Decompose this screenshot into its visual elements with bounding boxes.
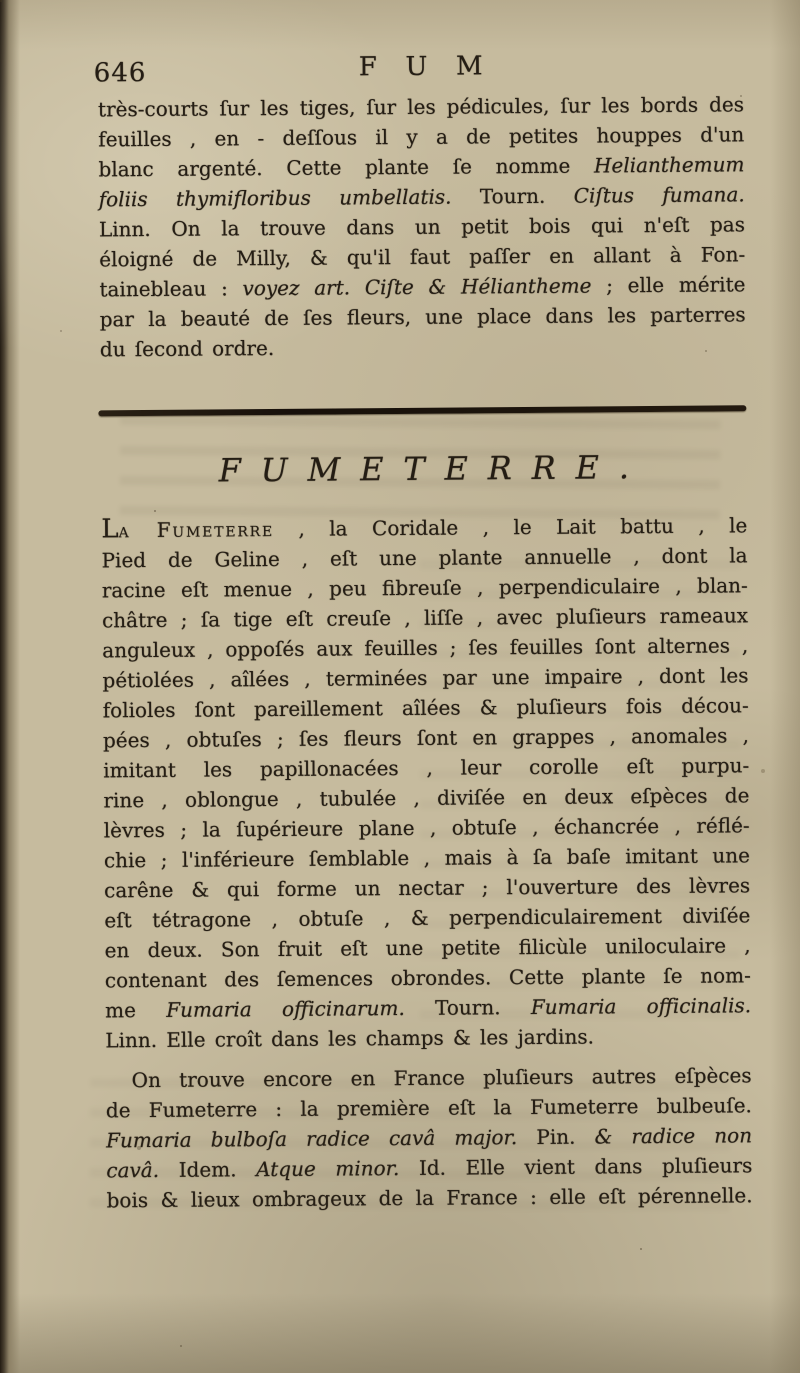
article-heading: FUMETERRE. — [218, 448, 649, 490]
text-line — [105, 990, 751, 1025]
text-segment: blanc argenté. Cette plante ſe nomme — [98, 153, 595, 182]
text-segment: châtre ; ſa tige eſt creuſe , liſſe , avec pluſieurs rameaux — [101, 603, 749, 633]
text-segment: bois & lieux ombrageux de la France : elle eſt pérennelle. — [106, 1183, 753, 1213]
text-segment: Linn. On la trouve dans un petit bois qui n'eſt pas — [98, 212, 746, 242]
text-segment: , la Coridale , le Lait battu , le — [273, 513, 748, 541]
text-segment: Idem. — [158, 1157, 257, 1182]
latin-name-segment: Fumaria officinalis. — [530, 993, 752, 1019]
text-segment: L — [101, 514, 119, 545]
intro-paragraph — [98, 89, 746, 364]
text-segment: eſt tétragone , obtuſe , & perpendiculairement diviſée — [104, 903, 751, 933]
text-segment: Linn. Elle croît dans les champs & les jardins. — [105, 1024, 595, 1053]
text-segment: de Fumeterre : la première eſt la Fumeterre bulbeuſe. — [105, 1093, 752, 1123]
text-segment: par la beauté de ſes fleurs, une place dans les parterres — [99, 302, 746, 332]
latin-name-segment: & radice non — [594, 1123, 753, 1149]
text-segment: folioles ſont pareillement aîlées & pluſieurs fois décou- — [102, 693, 749, 723]
text-segment: en deux. Son fruit eſt une petite filicùle uniloculaire , — [104, 933, 751, 963]
text-segment: pées , obtuſes ; ſes fleurs ſont en grappes , anomales , — [102, 723, 750, 753]
text-segment: carêne & qui forme un nectar ; l'ouverture des lèvres — [104, 873, 751, 903]
text-line — [106, 1180, 752, 1215]
page-header — [93, 49, 744, 90]
section-divider-rule — [98, 405, 746, 416]
latin-name-segment: cavâ. — [106, 1157, 160, 1183]
text-line — [100, 329, 746, 364]
text-segment: rine , oblongue , tubulée , diviſée en deux eſpèces de — [103, 783, 750, 813]
text-segment: chie ; l'inférieure ſemblable , mais à ſa baſe imitant une — [103, 843, 750, 873]
text-segment: Pied de Geline , eſt une plante annuelle , dont la — [101, 543, 748, 573]
latin-name-segment: voyez art. Ciſte & Héliantheme — [242, 273, 592, 301]
text-segment: On trouve encore en France pluſieurs autres eſpèces — [131, 1063, 752, 1093]
latin-name-segment: Ciſtus fumana. — [573, 182, 745, 208]
text-segment: Tourn. — [451, 183, 574, 209]
text-segment: éloigné de Milly, & qu'il faut paſſer en allant à Fon- — [99, 242, 746, 272]
text-line — [100, 299, 746, 334]
text-segment: pétiolées , aîlées , terminées par une impaire , dont les — [102, 663, 749, 693]
text-segment: me — [104, 997, 167, 1023]
text-segment: tainebleau : — [99, 276, 243, 302]
text-segment: Pin. — [517, 1124, 595, 1150]
text-segment: lèvres ; la ſupérieure plane , obtuſe , échancrée , réflé- — [103, 813, 750, 843]
article-paragraph-species — [106, 1060, 753, 1215]
latin-name-segment: Fumaria bulboſa radice cavâ major. — [106, 1125, 518, 1153]
text-line — [105, 1020, 751, 1055]
running-title: FUM — [358, 51, 512, 83]
text-segment: Id. Elle vient dans pluſieurs — [399, 1153, 753, 1181]
text-segment: du ſecond ordre. — [99, 335, 275, 362]
text-segment: ; elle mérite — [591, 272, 746, 298]
latin-name-segment: Fumaria officinarum. — [166, 995, 405, 1022]
latin-name-segment: Atque minor. — [255, 1156, 400, 1182]
text-segment: feuilles , en - deſſous il y a de petites houppes d'un — [98, 122, 745, 152]
text-segment: a Fumeterre — [118, 516, 275, 543]
article-paragraph-main — [101, 510, 751, 1055]
paper-specks — [0, 0, 2, 2]
text-segment: contenant des ſemences obrondes. Cette plante ſe nom- — [104, 963, 751, 993]
text-segment: racine eſt menue , peu fibreuſe , perpendiculaire , blan- — [101, 573, 748, 603]
text-segment: anguleux , oppoſés aux feuilles ; ſes feuilles ſont alternes , — [102, 633, 749, 663]
page-number: 646 — [93, 57, 147, 89]
text-segment: Tourn. — [404, 994, 531, 1020]
text-segment: imitant les papillonacées , leur corolle eſt purpu- — [103, 753, 750, 783]
latin-name-segment: Helianthemum — [593, 152, 745, 178]
text-segment: très-courts ſur les tiges, ſur les pédicules, ſur les bords des — [97, 92, 745, 122]
latin-name-segment: foliis thymifloribus umbellatis. — [98, 184, 452, 212]
